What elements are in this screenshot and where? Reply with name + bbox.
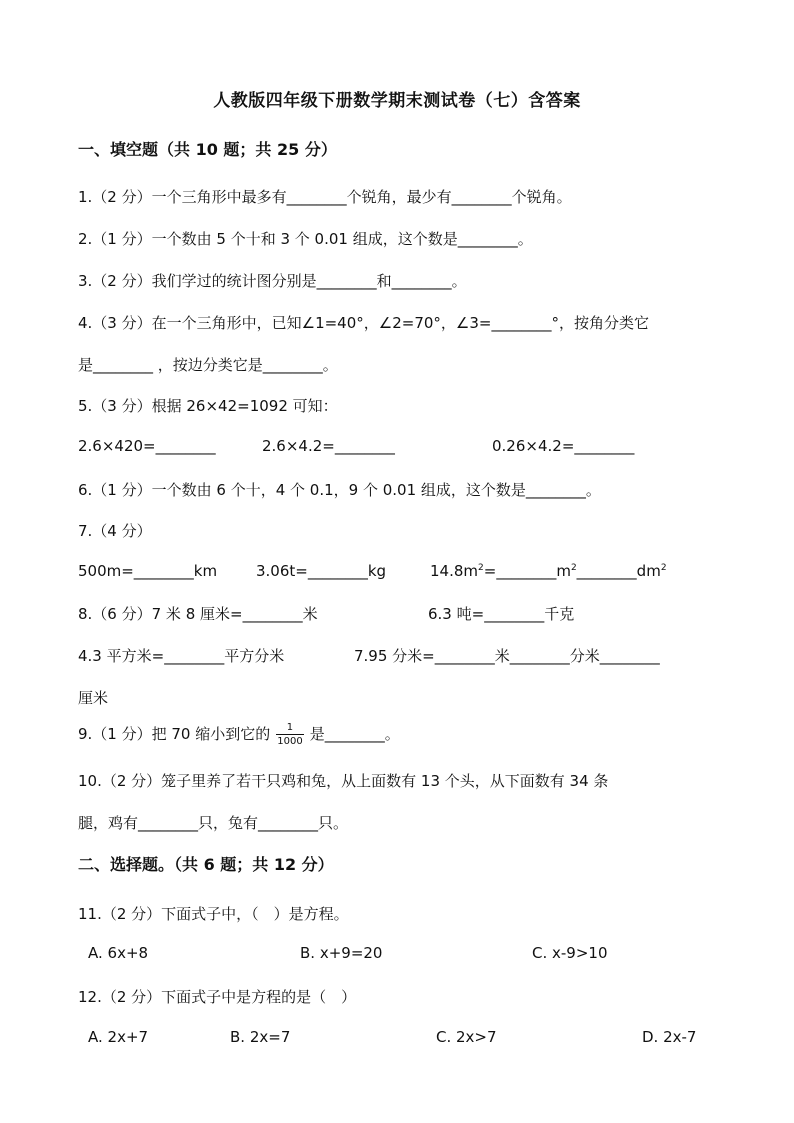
- q7c-pre: 14.8m: [430, 562, 479, 580]
- question-7-part-c: [430, 562, 667, 580]
- question-6: 6.（1 分）一个数由 6 个十，4 个 0.1，9 个 0.01 组成，这个数是________。: [78, 481, 601, 499]
- question-5-part-b: 2.6×4.2=________: [262, 437, 395, 455]
- question-9: [78, 722, 400, 747]
- question-7-part-b: 3.06t=________kg: [256, 562, 387, 580]
- fraction-numerator: 1: [286, 722, 294, 733]
- q9-post: 是________。: [309, 725, 400, 743]
- question-11-option-a: A. 6x+8: [88, 944, 149, 962]
- question-10-line-1: 10.（2 分）笼子里养了若干只鸡和兔，从上面数有 13 个头，从下面数有 34 条: [78, 772, 609, 790]
- question-11: 11.（2 分）下面式子中，（ ）是方程。: [78, 905, 349, 923]
- question-12: 12.（2 分）下面式子中是方程的是（ ）: [78, 988, 357, 1006]
- question-11-option-c: C. x-9>10: [532, 944, 608, 962]
- q7c-sup-1: 2: [478, 563, 484, 573]
- question-8-part-d: 7.95 分米=________米________分米________: [354, 647, 660, 665]
- q9-pre: 9.（1 分）把 70 缩小到它的: [78, 725, 271, 743]
- question-4-line-2: 是________ ，按边分类它是________。: [78, 356, 338, 374]
- question-8-part-b: 6.3 吨=________千克: [428, 605, 575, 623]
- question-8-part-a: 8.（6 分）7 米 8 厘米=________米: [78, 605, 318, 623]
- question-10-line-2: 腿，鸡有________只，兔有________只。: [78, 814, 349, 832]
- fraction-denominator: 1000: [277, 736, 303, 747]
- question-12-option-b: B. 2x=7: [230, 1028, 291, 1046]
- question-5-part-c: 0.26×4.2=________: [492, 437, 635, 455]
- question-11-option-b: B. x+9=20: [300, 944, 383, 962]
- question-12-option-d: D. 2x-7: [642, 1028, 697, 1046]
- q7c-sup-2: 2: [570, 563, 577, 573]
- section-heading-choice: 二、选择题。（共 6 题；共 12 分）: [78, 855, 334, 874]
- question-2: 2.（1 分）一个数由 5 个十和 3 个 0.01 组成，这个数是________。: [78, 230, 533, 248]
- question-12-option-c: C. 2x>7: [436, 1028, 497, 1046]
- question-12-option-a: A. 2x+7: [88, 1028, 149, 1046]
- question-8-part-c: 4.3 平方米=________平方分米: [78, 647, 285, 665]
- question-5-part-a: 2.6×420=________: [78, 437, 216, 455]
- question-7: 7.（4 分）: [78, 522, 152, 540]
- page-title: 人教版四年级下册数学期末测试卷（七）含答案: [213, 91, 581, 111]
- question-3: 3.（2 分）我们学过的统计图分别是________和________。: [78, 272, 467, 290]
- question-1: 1.（2 分）一个三角形中最多有________个锐角，最少有________个锐角。: [78, 188, 572, 206]
- section-heading-fill-blank: 一、填空题（共 10 题；共 25 分）: [78, 140, 337, 159]
- q7c-mid: =________m: [483, 562, 571, 580]
- question-4-line-1: 4.（3 分）在一个三角形中，已知∠1=40°，∠2=70°，∠3=________°，按角分类它: [78, 314, 649, 332]
- fraction-one-thousandth: [276, 722, 303, 747]
- question-5: 5.（3 分）根据 26×42=1092 可知：: [78, 397, 338, 415]
- q7c-post: ________dm: [576, 562, 661, 580]
- question-8-part-e: 厘米: [78, 689, 109, 707]
- q7c-sup-3: 2: [660, 563, 667, 573]
- question-7-part-a: 500m=________km: [78, 562, 218, 580]
